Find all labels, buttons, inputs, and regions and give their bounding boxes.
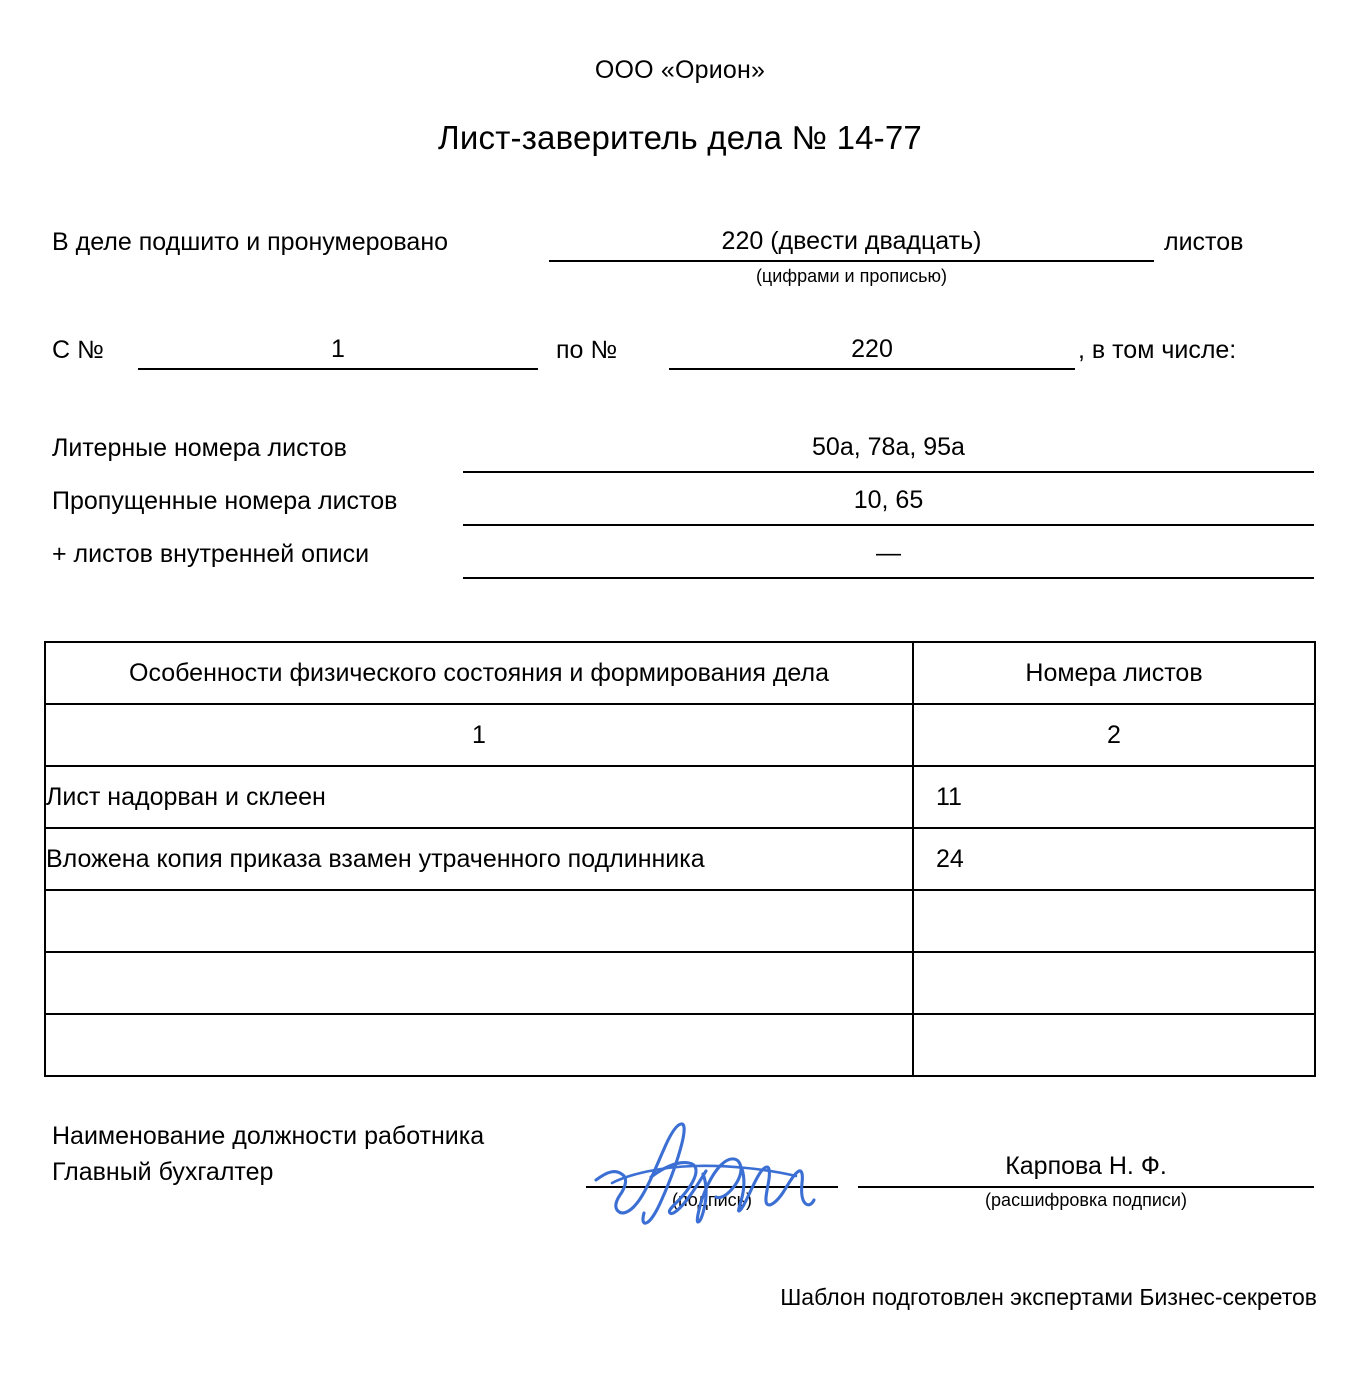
signature-caption: (подпись): [671, 1190, 753, 1210]
table-column-number-row: [45, 704, 1315, 766]
table-row[interactable]: [45, 766, 1315, 828]
sheet-range-row: [52, 332, 1322, 377]
signatory-position-line1: Наименование должности работника: [52, 1122, 485, 1150]
detail-row-letter-numbers: [52, 428, 1322, 481]
detail-rows: [52, 428, 1322, 587]
detail-value[interactable]: 10, 65: [463, 481, 1314, 526]
signatory-position-line2: Главный бухгалтер: [52, 1158, 274, 1186]
range-from-label: С №: [52, 336, 104, 364]
detail-row-missing-numbers: [52, 481, 1322, 534]
row-description[interactable]: [45, 952, 913, 1014]
sewn-sheets-caption: (цифрами и прописью): [755, 266, 948, 286]
row-description[interactable]: [45, 1014, 913, 1076]
row-sheets[interactable]: [913, 1014, 1315, 1076]
detail-row-internal-inventory: [52, 534, 1322, 587]
detail-value[interactable]: —: [463, 534, 1314, 579]
row-sheets[interactable]: [913, 890, 1315, 952]
table-header-sheet-numbers: Номера листов: [913, 642, 1315, 704]
features-table: [44, 641, 1316, 1077]
organization-name: ООО «Орион»: [594, 56, 766, 84]
table-row[interactable]: [45, 828, 1315, 890]
table-header-description: Особенности физического состояния и формирования дела: [45, 642, 913, 704]
row-sheets[interactable]: 24: [913, 828, 1315, 890]
detail-label: + листов внутренней описи: [52, 540, 370, 568]
range-to-label: по №: [556, 336, 618, 364]
sewn-sheets-row: [52, 224, 1322, 294]
sewn-sheets-label: В деле подшито и пронумеровано: [52, 228, 449, 256]
row-description[interactable]: [45, 890, 913, 952]
table-row[interactable]: [45, 890, 1315, 952]
page-title: Лист-заверитель дела № 14-77: [438, 119, 922, 156]
column-number-2: 2: [913, 704, 1315, 766]
range-suffix: , в том числе:: [1078, 336, 1237, 364]
detail-label: Пропущенные номера листов: [52, 487, 398, 515]
column-number-1: 1: [45, 704, 913, 766]
detail-value[interactable]: 50а, 78а, 95а: [463, 428, 1314, 473]
row-description[interactable]: Лист надорван и склеен: [45, 766, 913, 828]
table-row[interactable]: [45, 952, 1315, 1014]
row-description[interactable]: Вложена копия приказа взамен утраченного подлинника: [45, 828, 913, 890]
row-sheets[interactable]: 11: [913, 766, 1315, 828]
row-sheets[interactable]: [913, 952, 1315, 1014]
range-to-value[interactable]: 220: [669, 332, 1075, 370]
sewn-sheets-suffix: листов: [1164, 228, 1244, 256]
footer-note: Шаблон подготовлен экспертами Бизнес-секретов: [780, 1284, 1317, 1310]
range-from-value[interactable]: 1: [138, 332, 538, 370]
signatory-position: [52, 1118, 484, 1190]
table-header-row: [45, 642, 1315, 704]
sewn-sheets-value[interactable]: 220 (двести двадцать): [549, 224, 1154, 262]
table-row[interactable]: [45, 1014, 1315, 1076]
detail-label: Литерные номера листов: [52, 434, 347, 462]
signatory-name: Карпова Н. Ф.: [1005, 1152, 1167, 1180]
signatory-name-caption: (расшифровка подписи): [985, 1190, 1187, 1210]
signature-block: [52, 1118, 1322, 1233]
